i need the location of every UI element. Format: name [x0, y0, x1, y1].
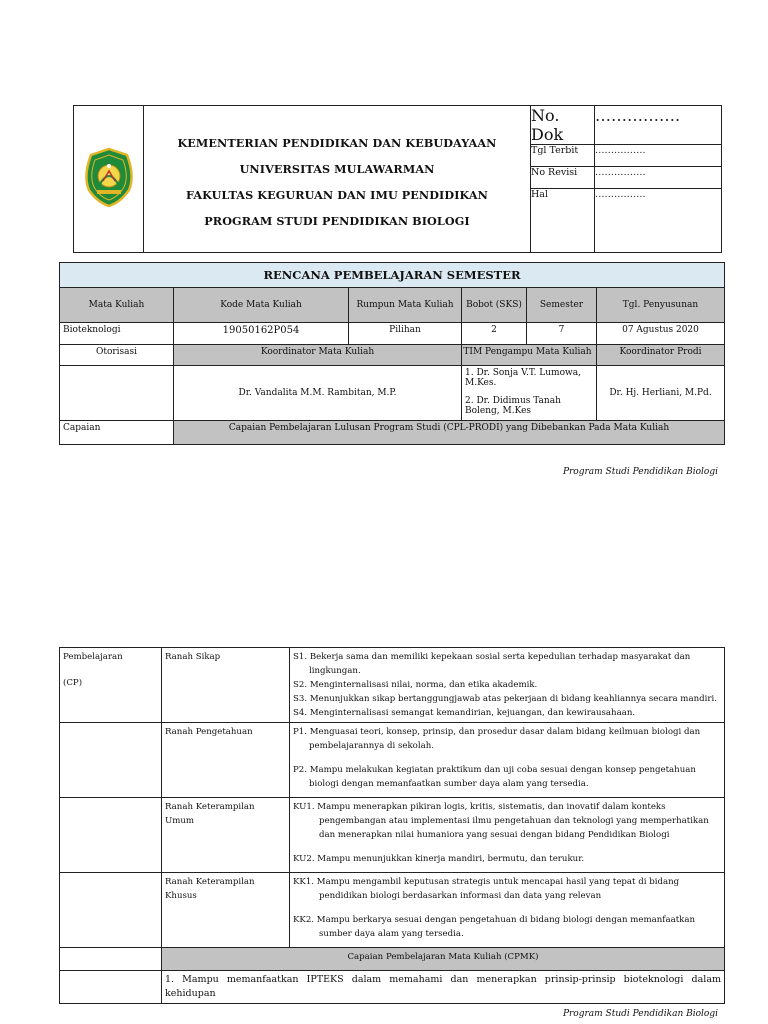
no-revisi-label: No Revisi [531, 167, 595, 189]
ranah-sikap-label: Ranah Sikap [162, 648, 290, 723]
val-mata-kuliah: Bioteknologi [60, 323, 174, 345]
pengetahuan-p2: P2. Mampu melakukan kegiatan praktikum dan uji coba sesuai dengan konsep pengetahuan biologi dengan memanfaatkan sumber daya alam yang tersedia. [293, 765, 696, 789]
koordinator-mk-label: Koordinator Mata Kuliah [174, 345, 462, 366]
ranah-ket-khusus-items [290, 873, 725, 948]
sikap-s4: S4. Menginternalisasi semangat kemandirian, kejuangan, dan kewirausahaan. [293, 708, 636, 718]
university-logo-icon [79, 146, 139, 208]
koordinator-mk-name: Dr. Vandalita M.M. Rambitan, M.P. [174, 366, 462, 421]
no-revisi-value: ……………. [595, 167, 722, 189]
logo-cell [74, 106, 144, 253]
col-bobot: Bobot (SKS) [462, 288, 527, 323]
cp-empty-4 [60, 948, 162, 971]
val-rumpun: Pilihan [349, 323, 462, 345]
institution-name-block [144, 106, 531, 253]
col-tgl: Tgl. Penyusunan [597, 288, 725, 323]
rps-table [59, 262, 725, 445]
capaian-label: Capaian [60, 421, 174, 445]
sikap-s3: S3. Menunjukkan sikap bertanggungjawab atas pekerjaan di bidang keahliannya secara mandiri. [293, 694, 717, 704]
cp-empty-3 [60, 873, 162, 948]
cp-empty-2 [60, 798, 162, 873]
ket-khusus-kk1: KK1. Mampu mengambil keputusan strategis untuk mencapai hasil yang tepat di bidang pendidikan biologi berdasarkan informasi dan data yang relevan [293, 877, 680, 901]
tim-member-2: 2. Dr. Didimus Tanah Boleng, M.Kes [465, 396, 561, 416]
col-rumpun: Rumpun Mata Kuliah [349, 288, 462, 323]
cpmk-header: Capaian Pembelajaran Mata Kuliah (CPMK) [162, 948, 725, 971]
rps-title: RENCANA PEMBELAJARAN SEMESTER [60, 263, 725, 288]
pengetahuan-p1: P1. Menguasai teori, konsep, prinsip, dan prosedur dasar dalam bidang keilmuan biologi dan pembelajarannya di sekolah. [293, 727, 701, 751]
otorisasi-empty [60, 366, 174, 421]
cp-empty-1 [60, 723, 162, 798]
cp-empty-5 [60, 971, 162, 1004]
val-semester: 7 [527, 323, 597, 345]
koordinator-prodi-name: Dr. Hj. Herliani, M.Pd. [597, 366, 725, 421]
koordinator-prodi-label: Koordinator Prodi [597, 345, 725, 366]
hal-label: Hal [531, 189, 595, 253]
document-header [73, 105, 722, 253]
cp-label-cp: (CP) [63, 678, 83, 688]
tim-pengampu-list [462, 366, 597, 421]
cpmk-item-1: 1. Mampu memanfaatkan IPTEKS dalam memahami dan menerapkan prinsip-prinsip bioteknologi dalam kehidupan [162, 971, 725, 1004]
tim-member-1: 1. Dr. Sonja V.T. Lumowa, M.Kes. [465, 368, 581, 388]
tim-pengampu-label: TIM Pengampu Mata Kuliah [462, 345, 597, 366]
ranah-ket-umum-label: Ranah Keterampilan Umum [162, 798, 290, 873]
col-semester: Semester [527, 288, 597, 323]
tgl-terbit-value: ……………. [595, 145, 722, 167]
cp-label-pembelajaran: Pembelajaran [63, 652, 123, 662]
val-tgl: 07 Agustus 2020 [597, 323, 725, 345]
ranah-pengetahuan-items [290, 723, 725, 798]
doc-no-label: No. Dok [531, 106, 595, 145]
ranah-pengetahuan-label: Ranah Pengetahuan [162, 723, 290, 798]
val-bobot: 2 [462, 323, 527, 345]
col-kode: Kode Mata Kuliah [174, 288, 349, 323]
col-mata-kuliah: Mata Kuliah [60, 288, 174, 323]
ket-umum-ku1: KU1. Mampu menerapkan pikiran logis, kritis, sistematis, dan inovatif dalam konteks pengembangan atau implementasi ilmu pengetahuan dan teknologi yang memperhatikan dan menerapkan nilai humaniora yang sesuai dengan bidang Pendidikan Biologi [293, 802, 709, 840]
sikap-s1: S1. Bekerja sama dan memiliki kepekaan sosial serta kepedulian terhadap masyarakat dan lingkungan. [293, 652, 691, 676]
ministry-name: KEMENTERIAN PENDIDIKAN DAN KEBUDAYAAN [177, 135, 497, 150]
ranah-ket-umum-items [290, 798, 725, 873]
cp-table [59, 647, 725, 1004]
university-name: UNIVERSITAS MULAWARMAN [239, 161, 435, 176]
ket-umum-ku2: KU2. Mampu menunjukkan kinerja mandiri, bermutu, dan terukur. [293, 854, 585, 864]
page-footer-1: Program Studi Pendidikan Biologi [562, 467, 718, 477]
ket-khusus-kk2: KK2. Mampu berkarya sesuai dengan pengetahuan di bidang biologi dengan memanfaatkan sumber daya alam yang tersedia. [293, 915, 696, 939]
cpl-header: Capaian Pembelajaran Lulusan Program Studi (CPL-PRODI) yang Dibebankan Pada Mata Kuliah [174, 421, 725, 445]
tgl-terbit-label: Tgl Terbit [531, 145, 595, 167]
ranah-ket-khusus-label: Ranah Keterampilan Khusus [162, 873, 290, 948]
otorisasi-label: Otorisasi [60, 345, 174, 366]
cp-label-cell [60, 648, 162, 723]
doc-no-value: ……………. [595, 106, 722, 145]
val-kode: 19050162P054 [174, 323, 349, 345]
page-footer-2: Program Studi Pendidikan Biologi [562, 1009, 718, 1019]
ranah-sikap-items [290, 648, 725, 723]
program-name: PROGRAM STUDI PENDIDIKAN BIOLOGI [204, 213, 470, 228]
sikap-s2: S2. Menginternalisasi nilai, norma, dan etika akademik. [293, 680, 538, 690]
faculty-name: FAKULTAS KEGURUAN DAN IMU PENDIDIKAN [185, 187, 489, 202]
hal-value: ……………. [595, 189, 722, 253]
